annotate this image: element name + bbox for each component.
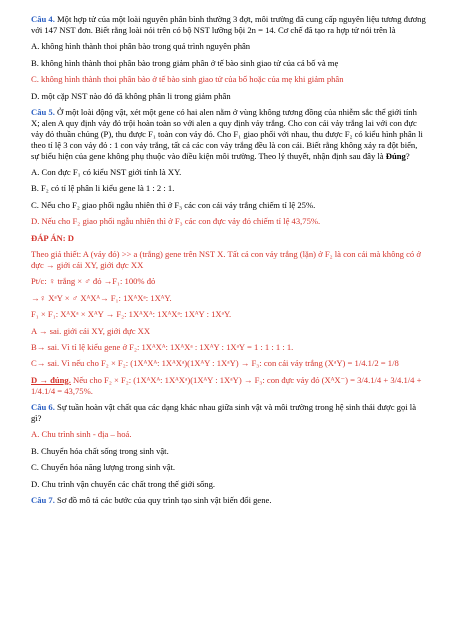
question-6-option-b: B. Chuyển hóa chất sống trong sinh vật. <box>31 445 169 456</box>
explanation-line-7: C→ sai. Vì nếu cho F₂ × F₂: (1XᴬXᴬ: 1XᴬXᵃ)(1XᴬY : 1XᵃY) → F₃: con cái vảy trắng (XᵃY) = 1/4.1/2 = 1/8 <box>31 358 399 369</box>
question-5-label: Câu 5. <box>31 106 55 117</box>
question-4-option-b: B. không hình thành thoi phân bào trong giảm phân ở tế bào sinh giao tử của cả bố và mẹ <box>31 57 339 68</box>
explanation-line-6: B→ sai. Vì tỉ lệ kiểu gene ở F₂: 1XᴬXᴬ: 1XᴬXᵃ : 1XᴬY : 1XᵃY = 1 : 1 : 1 : 1. <box>31 341 294 352</box>
question-6-option-d: D. Chu trình vận chuyển các chất trong thế giới sống. <box>31 478 216 489</box>
question-6-label: Câu 6. <box>31 402 55 413</box>
question-6 <box>31 402 426 424</box>
question-4-option-d: D. một cặp NST nào đó đã không phân li trong giảm phân <box>31 90 231 101</box>
question-4-option-a: A. không hình thành thoi phân bào trong quá trình nguyên phân <box>31 41 251 52</box>
document-page <box>31 14 426 511</box>
question-5-option-a: A. Con đực F₁ có kiểu NST giới tính là XY. <box>31 166 182 177</box>
question-5-option-c: C. Nếu cho F₂ giao phối ngẫu nhiên thì ở F₃ các con cái vảy trắng chiếm tỉ lệ 25%. <box>31 199 316 210</box>
explanation-line-4: F₁ × F₁: XᴬXᵃ × XᴬY → F₂: 1XᴬXᴬ: 1XᴬXᵃ: 1XᴬY : 1XᵃY. <box>31 309 232 320</box>
question-4-text: Một hợp tử của một loài nguyên phân bình thường 3 đợt, môi trường đã cung cấp nguyên liệu tương đương với 147 NST đơn. Biết rằng loài nói trên có bộ NST lưỡng bội 2n = 14. Cơ chế đã tạo ra hợp tử nói trên là <box>31 14 426 35</box>
explanation-correct-text: Nếu cho F₂ × F₂: (1XᴬXᴬ: 1XᴬXᵃ)(1XᴬY : 1XᵃY) → F₃: con đực vảy đỏ (XᴬX⁻) = 3/4.1/4 + 3/4.1/4 + 1/4.1/4 = 43,75%. <box>31 374 422 396</box>
question-7 <box>31 495 426 506</box>
question-7-text: Sơ đồ mô tả các bước của quy trình tạo sinh vật biến đổi gene. <box>54 495 272 505</box>
explanation-correct-label: D → đúng. <box>31 374 71 385</box>
question-4 <box>31 14 426 36</box>
question-5-answer: ĐÁP ÁN: D <box>31 232 74 243</box>
question-6-text: Sự tuần hoàn vật chất qua các dạng khác nhau giữa sinh vật và môi trường trong hệ sinh thái được gọi là gì? <box>31 402 417 423</box>
question-5-emphasis: Đúng <box>385 150 406 161</box>
question-5-option-d: D. Nếu cho F₂ giao phối ngẫu nhiên thì ở F₃ các con đực vảy đỏ chiếm tỉ lệ 43,75%. <box>31 216 321 227</box>
question-6-option-a: A. Chu trình sinh - địa – hoá. <box>31 429 132 440</box>
explanation-line-1: Theo giả thiết: A (vảy đỏ) >> a (trắng) gene trên NST X. Tất cả con vảy trắng (lặn) ở F₂ là con cái mà không có ở đực → giới cái XY, giới đực XX <box>31 249 421 270</box>
explanation-correct <box>31 375 426 397</box>
question-6-option-c: C. Chuyển hóa năng lượng trong sinh vật. <box>31 462 176 473</box>
question-4-option-c: C. không hình thành thoi phân bào ở tế bào sinh giao tử của bố hoặc của mẹ khi giảm phân <box>31 74 344 85</box>
question-4-label: Câu 4. <box>31 14 55 24</box>
question-5-option-b: B. F₂ có tỉ lệ phân li kiểu gene là 1 : 2 : 1. <box>31 183 175 194</box>
question-5-text-end: ? <box>405 150 410 161</box>
question-5 <box>31 107 426 162</box>
explanation-line-3: →♀ XᵃY × ♂ XᴬXᴬ→ F₁: 1XᴬXᵃ: 1XᴬY. <box>31 292 172 303</box>
explanation-line-5: A → sai. giới cái XY, giới đực XX <box>31 325 151 336</box>
question-7-label: Câu 7. <box>31 495 55 505</box>
question-5-text: Ở một loài động vật, xét một gene có hai alen nằm ở vùng không tương đồng của nhiễm sắc thể giới tính X; alen A quy định vảy đỏ trội hoàn toàn so với alen a quy định vảy trắng. Cho con cái vảy trắng lai với con đực vảy đỏ thuần chủng (P), thu được F₁ toàn con vảy đỏ. Cho F₁ giao phối với nhau, thu được F₂ có kiểu hình phân li theo tỉ lệ 3 con vảy đỏ : 1 con vảy trắng, tất cả các con vảy trắng đều là con cái. Biết rằng không xảy ra đột biến, sự biểu hiện của gene không phụ thuộc vào điều kiện môi trường. Theo lý thuyết, nhận định sau đây là <box>31 106 423 161</box>
explanation-line-2: Pt/c: ♀ trắng × ♂ đỏ →F₁: 100% đỏ <box>31 276 156 287</box>
